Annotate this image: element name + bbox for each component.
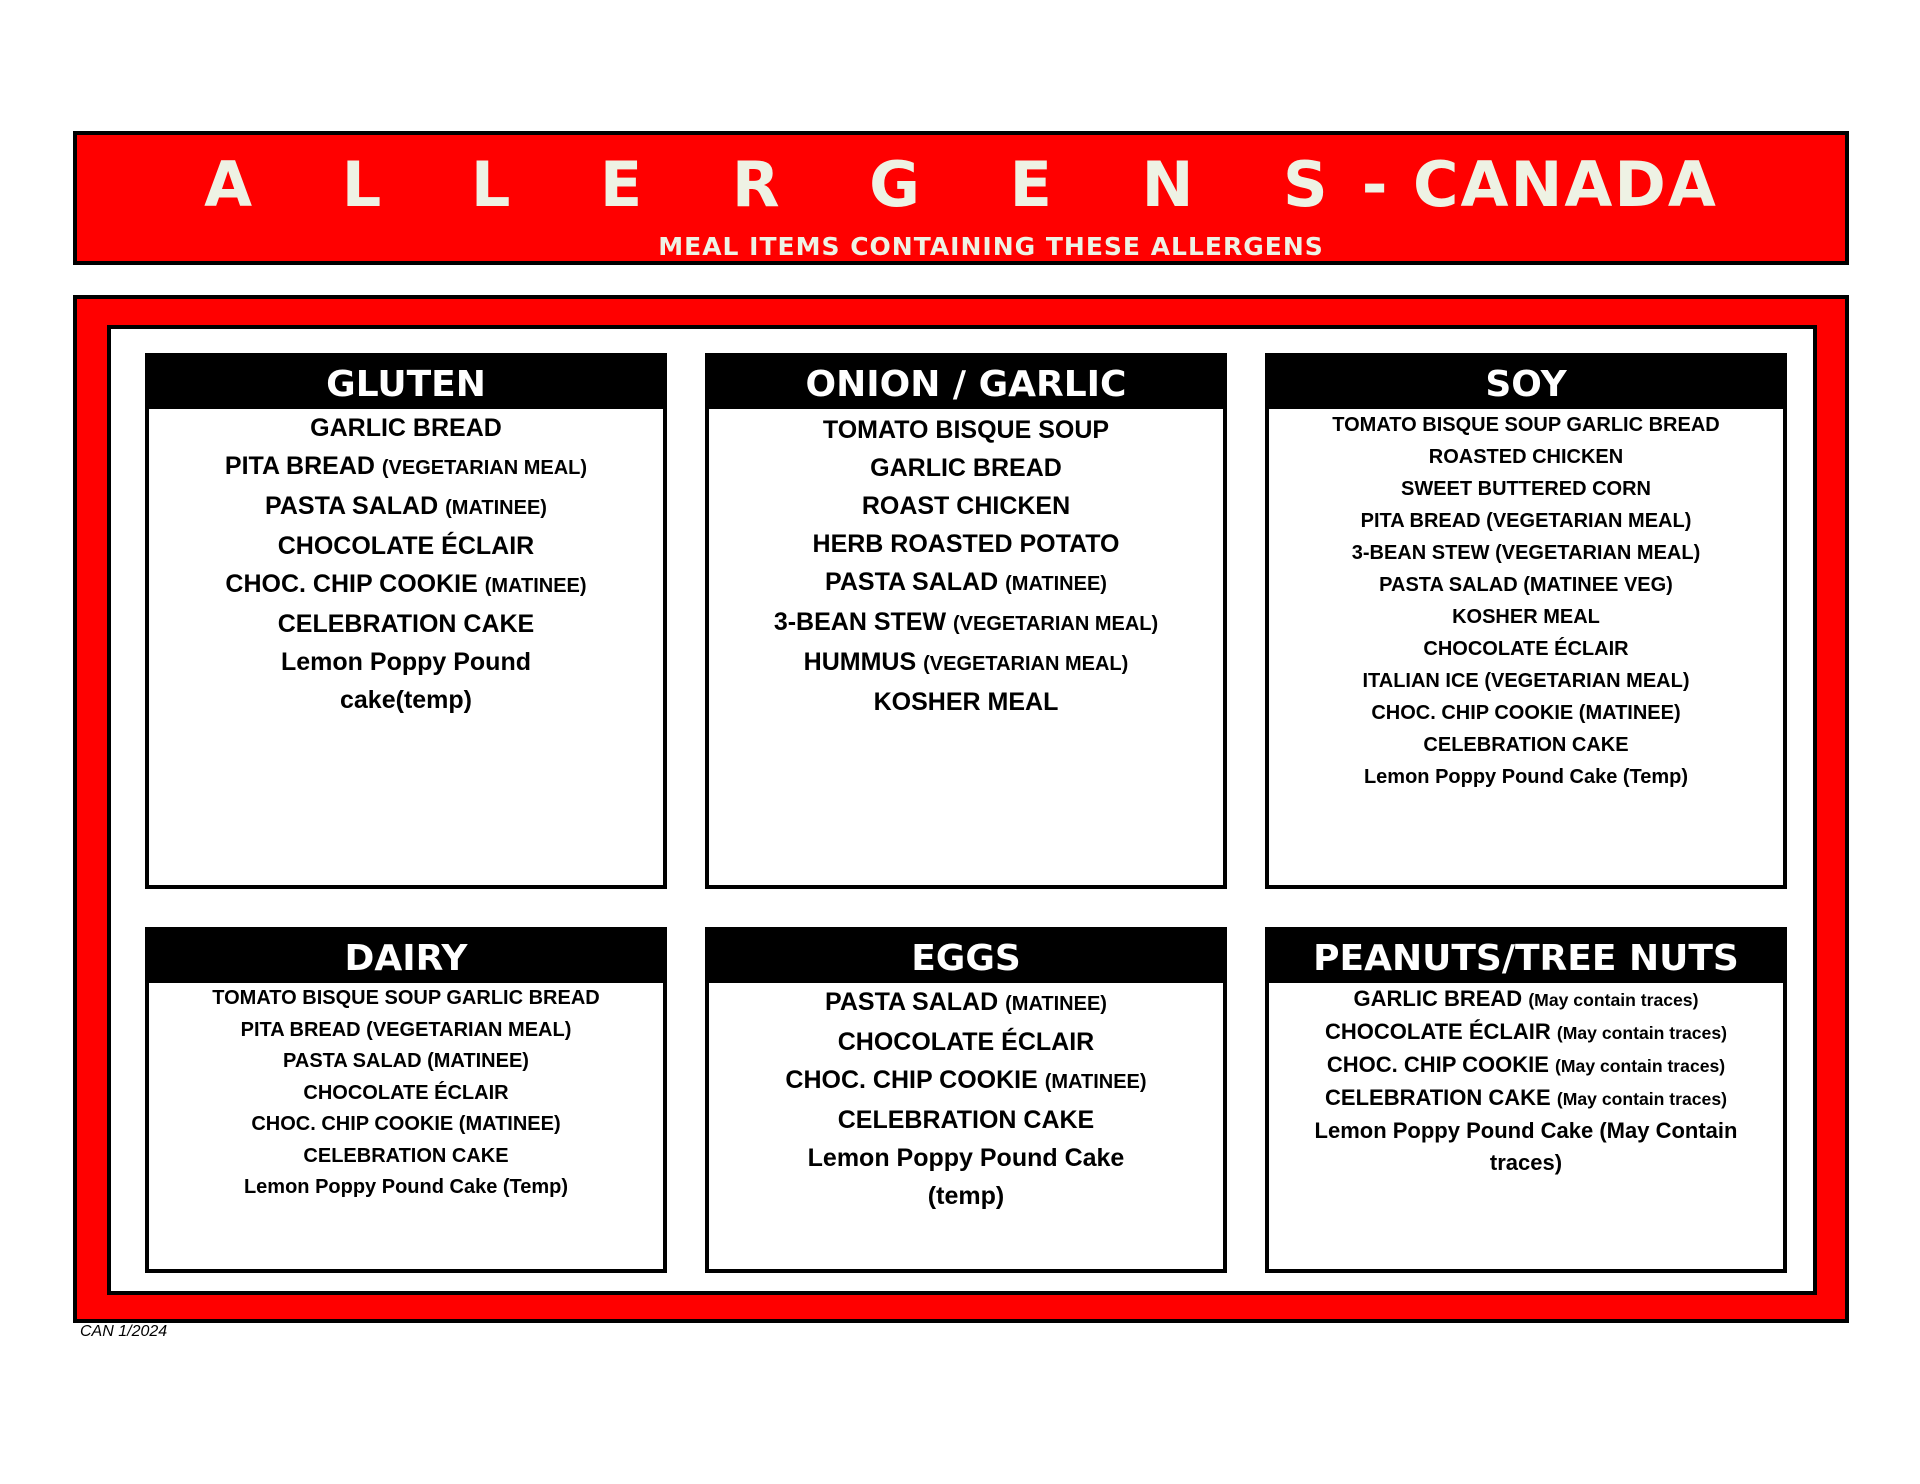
list-item [219, 487, 593, 527]
allergen-frame [73, 295, 1849, 1323]
panel-title: PEANUTS/TREE NUTS [1269, 931, 1783, 983]
list-item [1279, 1082, 1773, 1115]
item-name: TOMATO BISQUE SOUP GARLIC BREAD [212, 987, 600, 1009]
item-note: (MATINEE) [1005, 573, 1107, 595]
item-note: (May contain traces) [1556, 1023, 1727, 1043]
item-name: PITA BREAD (VEGETARIAN MEAL) [1360, 510, 1692, 532]
panel-items [709, 983, 1223, 1215]
panel-dairy [145, 927, 667, 1273]
list-item [1279, 441, 1773, 473]
item-name: SWEET BUTTERED CORN [1401, 478, 1651, 500]
item-name: PITA BREAD (VEGETARIAN MEAL) [240, 1018, 572, 1041]
item-name: PASTA SALAD [825, 988, 999, 1016]
item-note: (MATINEE) [484, 575, 587, 597]
list-item [159, 1046, 653, 1078]
item-name: Lemon Poppy Pound cake(temp) [281, 648, 531, 714]
item-name: CHOCOLATE ÉCLAIR [303, 1081, 509, 1104]
panel-title: EGGS [709, 931, 1223, 983]
list-item [769, 983, 1163, 1023]
list-item [769, 1023, 1163, 1061]
item-name: PASTA SALAD [265, 492, 439, 520]
page-subtitle: MEAL ITEMS CONTAINING THESE ALLERGENS [658, 232, 1324, 261]
item-note: (VEGETARIAN MEAL) [953, 613, 1159, 635]
item-name: HERB ROASTED POTATO [812, 530, 1120, 558]
list-item [159, 1078, 653, 1110]
item-note: (May contain traces) [1555, 1056, 1726, 1076]
list-item [717, 683, 1215, 721]
allergen-grid [107, 325, 1817, 1295]
item-name: CHOC. CHIP COOKIE [225, 570, 478, 598]
item-name: CHOCOLATE ÉCLAIR [837, 1028, 1095, 1056]
title-country: - CANADA [1361, 148, 1718, 221]
document-code: CAN 1/2024 [80, 1323, 168, 1340]
list-item [1279, 983, 1773, 1016]
list-item [717, 603, 1215, 643]
list-item [1279, 473, 1773, 505]
item-name: KOSHER MEAL [873, 688, 1059, 716]
item-name: TOMATO BISQUE SOUP [822, 416, 1110, 444]
item-name: CHOCOLATE ÉCLAIR [1423, 638, 1629, 660]
list-item [159, 1141, 653, 1173]
list-item [1279, 761, 1773, 793]
item-name: KOSHER MEAL [1452, 606, 1600, 628]
list-item [769, 1101, 1163, 1139]
panel-peanuts-tree-nuts [1265, 927, 1787, 1273]
list-item [717, 643, 1215, 683]
list-item [769, 1061, 1163, 1101]
list-item [717, 487, 1215, 525]
list-item [159, 983, 653, 1015]
item-name: Lemon Poppy Pound Cake (May Contain traces) [1314, 1118, 1738, 1175]
list-item [1279, 729, 1773, 761]
item-name: CELEBRATION CAKE [1423, 734, 1629, 756]
item-name: HUMMUS [803, 648, 917, 676]
list-item [717, 563, 1215, 603]
list-item [1279, 569, 1773, 601]
panel-onion-garlic [705, 353, 1227, 889]
title-spaced-letters: A L L E R G E N S [204, 148, 1362, 221]
list-item [1279, 505, 1773, 537]
list-item [219, 409, 593, 447]
item-name: TOMATO BISQUE SOUP GARLIC BREAD [1332, 414, 1720, 436]
item-note: (MATINEE) [1044, 1071, 1147, 1093]
list-item [1279, 537, 1773, 569]
item-name: CHOC. CHIP COOKIE [1326, 1052, 1549, 1077]
list-item [717, 449, 1215, 487]
item-name: CHOC. CHIP COOKIE (MATINEE) [251, 1113, 561, 1135]
list-item [1279, 1115, 1773, 1179]
item-name: CHOCOLATE ÉCLAIR [1325, 1019, 1551, 1044]
item-name: 3-BEAN STEW (VEGETARIAN MEAL) [1351, 542, 1701, 564]
list-item [1279, 601, 1773, 633]
item-name: GARLIC BREAD [310, 414, 502, 442]
panel-eggs [705, 927, 1227, 1273]
list-item [219, 643, 593, 719]
list-item [717, 411, 1215, 449]
panel-soy [1265, 353, 1787, 889]
item-note: (MATINEE) [1005, 993, 1107, 1015]
item-name: Lemon Poppy Pound Cake (temp) [807, 1144, 1125, 1210]
panel-title: SOY [1269, 357, 1783, 409]
page-title [77, 145, 1845, 225]
item-name: CELEBRATION CAKE [303, 1144, 509, 1167]
item-name: PITA BREAD [224, 452, 375, 480]
item-name: ROASTED CHICKEN [1428, 446, 1624, 468]
panel-title: ONION / GARLIC [709, 357, 1223, 409]
item-note: (May contain traces) [1556, 1089, 1727, 1109]
panel-items [149, 409, 663, 719]
panel-title: GLUTEN [149, 357, 663, 409]
list-item [159, 1015, 653, 1047]
panel-items [1269, 983, 1783, 1179]
item-name: CELEBRATION CAKE [1325, 1085, 1551, 1110]
panel-title: DAIRY [149, 931, 663, 983]
header-banner [73, 131, 1849, 265]
item-note: (May contain traces) [1528, 990, 1699, 1010]
item-name: CHOC. CHIP COOKIE [785, 1066, 1038, 1094]
list-item [159, 1109, 653, 1141]
list-item [769, 1139, 1163, 1215]
item-name: GARLIC BREAD [870, 454, 1062, 482]
panel-items [1269, 409, 1783, 793]
item-note: (VEGETARIAN MEAL) [923, 653, 1129, 675]
item-name: ITALIAN ICE (VEGETARIAN MEAL) [1362, 670, 1690, 692]
list-item [219, 565, 593, 605]
item-note: (VEGETARIAN MEAL) [381, 457, 588, 479]
item-name: ROAST CHICKEN [861, 492, 1071, 520]
list-item [1279, 1016, 1773, 1049]
item-name: Lemon Poppy Pound Cake (Temp) [243, 1176, 569, 1198]
list-item [219, 605, 593, 643]
item-name: 3-BEAN STEW [773, 608, 947, 636]
item-name: CHOCOLATE ÉCLAIR [277, 532, 535, 560]
list-item [1279, 409, 1773, 441]
list-item [1279, 665, 1773, 697]
item-name: PASTA SALAD [825, 568, 999, 596]
list-item [1279, 633, 1773, 665]
item-name: PASTA SALAD (MATINEE VEG) [1379, 574, 1673, 596]
list-item [219, 447, 593, 487]
item-name: CELEBRATION CAKE [837, 1106, 1095, 1134]
item-name: CHOC. CHIP COOKIE (MATINEE) [1371, 702, 1681, 724]
item-name: GARLIC BREAD [1353, 986, 1523, 1011]
list-item [1279, 1049, 1773, 1082]
list-item [159, 1172, 653, 1204]
item-note: (MATINEE) [445, 497, 547, 519]
panel-items [709, 409, 1223, 721]
panel-items [149, 983, 663, 1204]
list-item [717, 525, 1215, 563]
item-name: CELEBRATION CAKE [277, 610, 535, 638]
list-item [1279, 697, 1773, 729]
panel-gluten [145, 353, 667, 889]
item-name: PASTA SALAD (MATINEE) [283, 1050, 529, 1072]
list-item [219, 527, 593, 565]
item-name: Lemon Poppy Pound Cake (Temp) [1363, 766, 1689, 788]
